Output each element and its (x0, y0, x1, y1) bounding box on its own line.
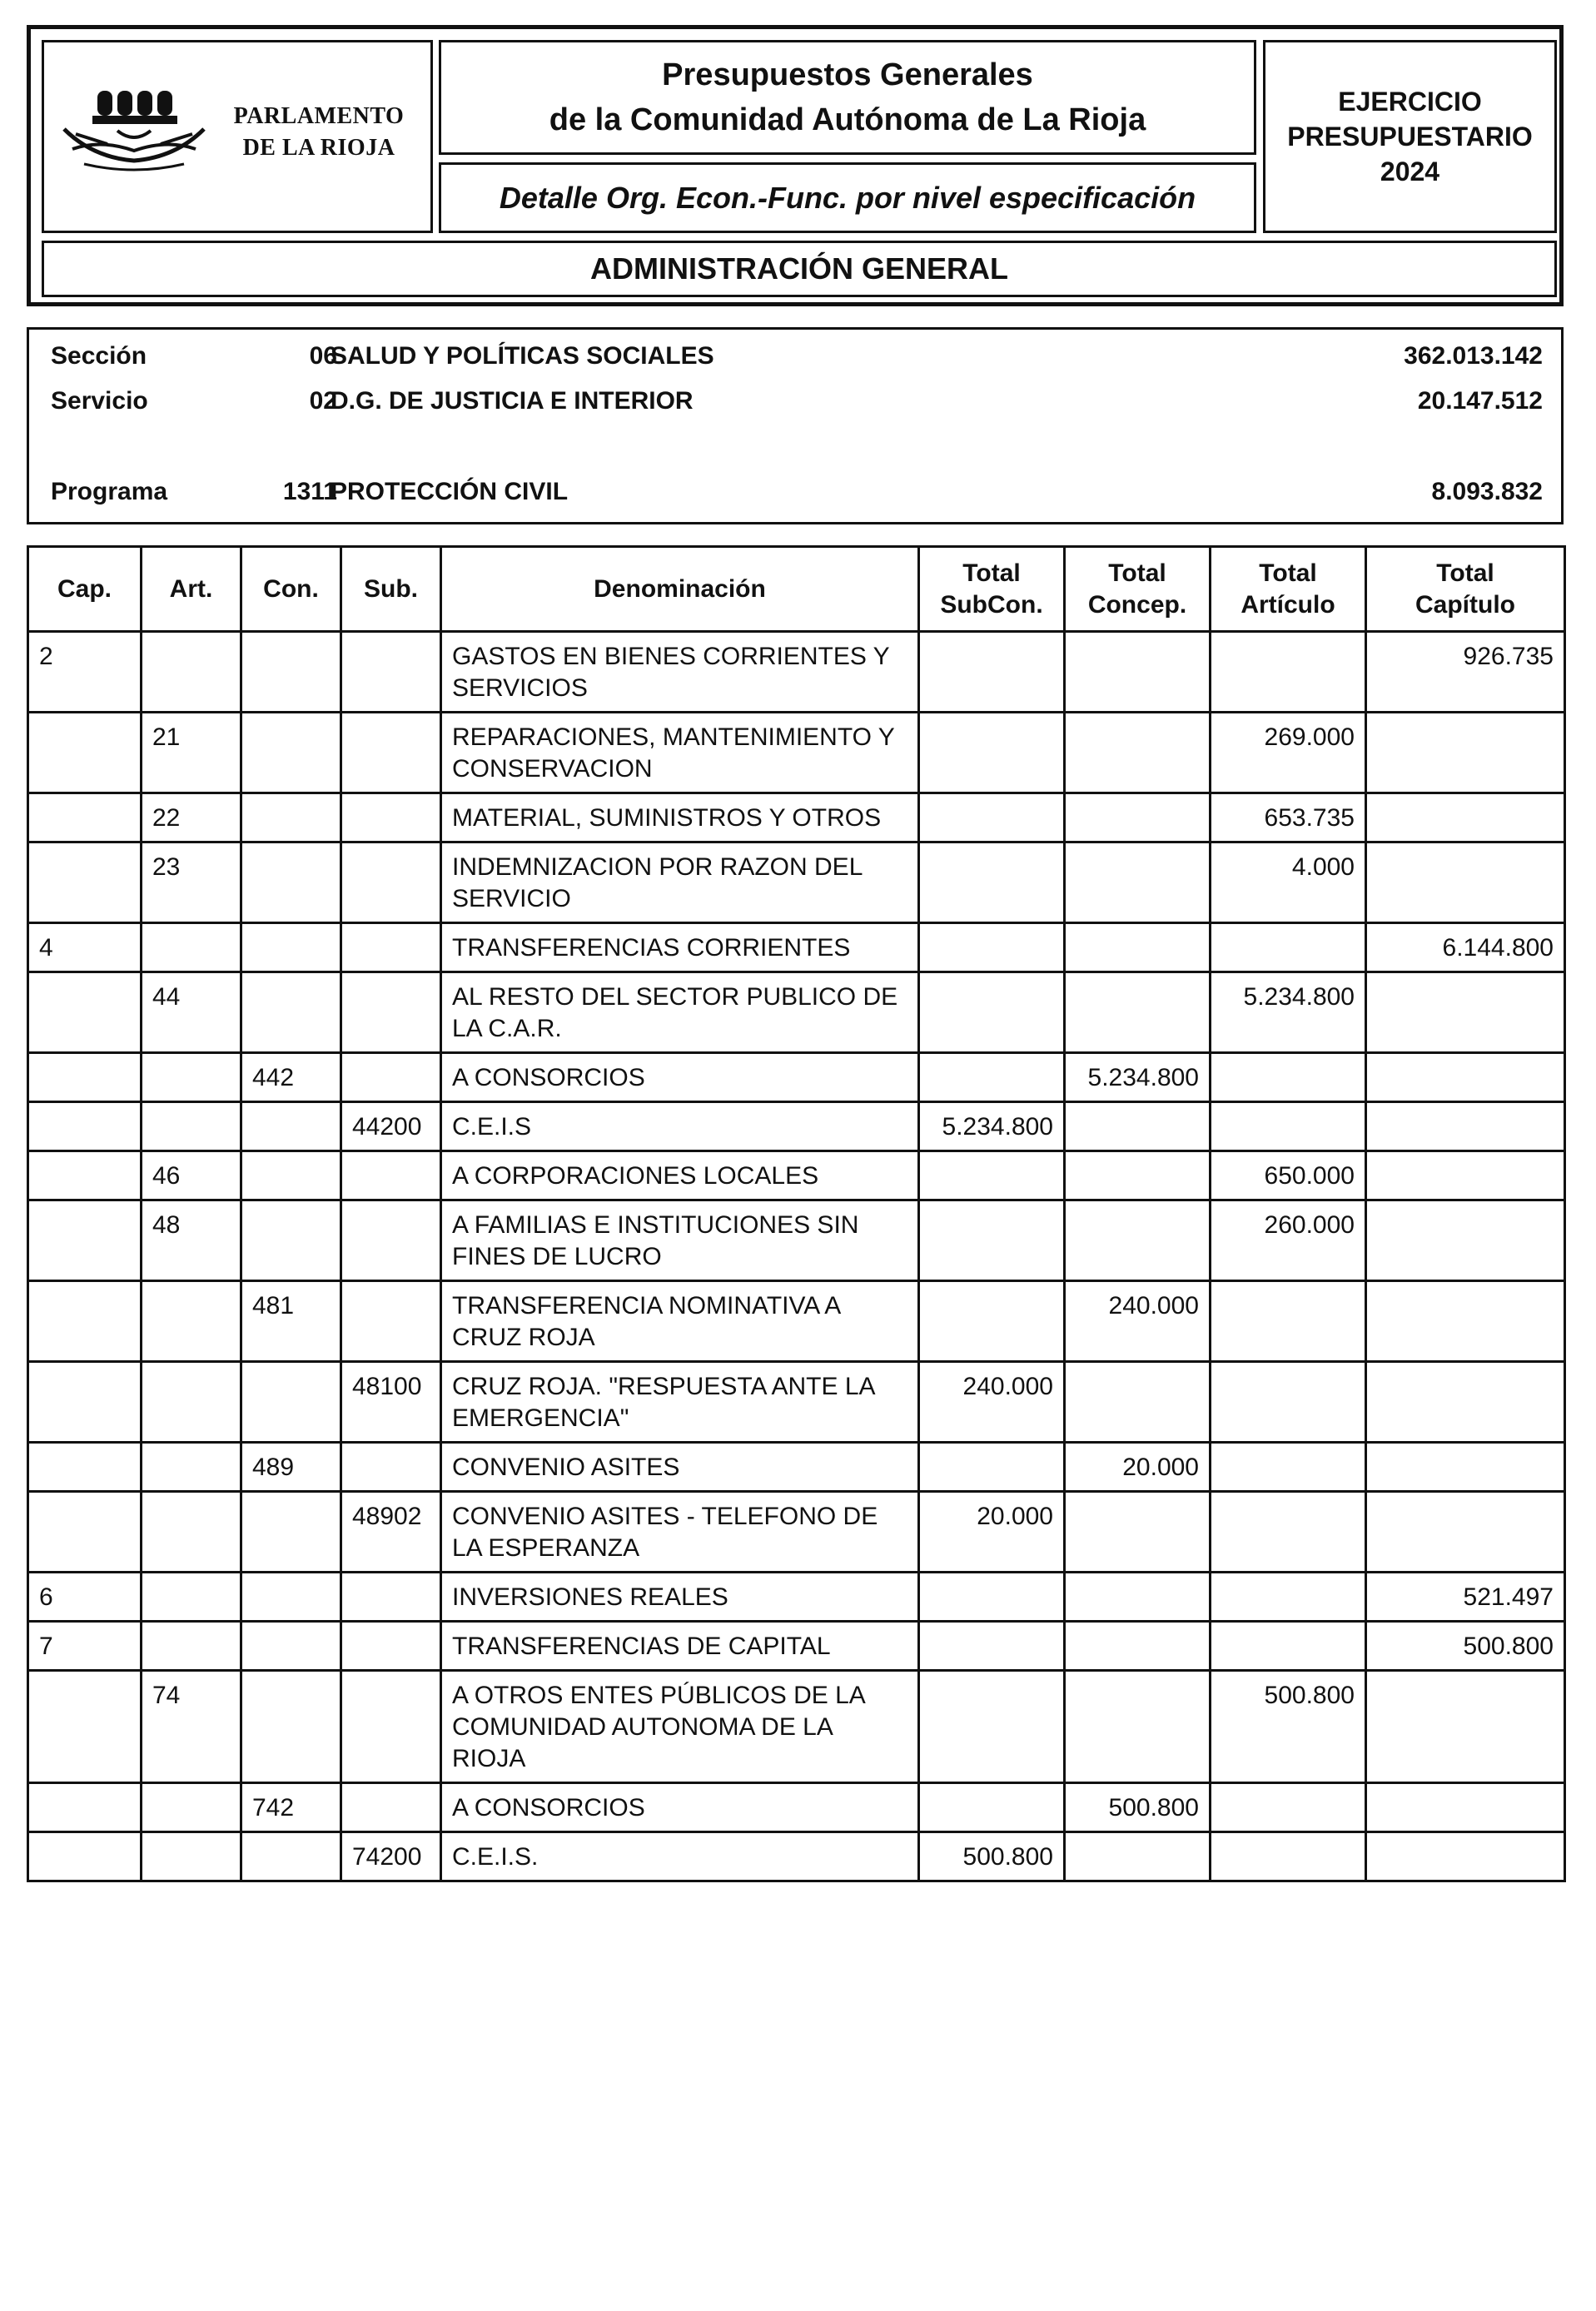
cell-total-articulo: 5.234.800 (1211, 972, 1366, 1053)
cell-denominacion: TRANSFERENCIA NOMINATIVA A CRUZ ROJA (441, 1281, 919, 1362)
logo-line-1: PARLAMENTO (233, 103, 405, 129)
header-con: Con. (241, 547, 341, 632)
info-name: SALUD Y POLÍTICAS SOCIALES (331, 342, 714, 370)
cell-total-articulo (1211, 1102, 1366, 1151)
cell-con: 442 (241, 1053, 341, 1102)
cell-cap (28, 1362, 142, 1443)
cell-total-articulo (1211, 1783, 1366, 1832)
cell-sub: 44200 (341, 1102, 441, 1151)
cell-sub (341, 632, 441, 713)
cell-art: 21 (142, 713, 241, 793)
cell-total-concep (1065, 1151, 1211, 1200)
cell-total-capitulo (1366, 1281, 1565, 1362)
table-row (28, 1622, 1565, 1671)
cell-cap (28, 972, 142, 1053)
table-row (28, 923, 1565, 972)
cell-cap: 7 (28, 1622, 142, 1671)
cell-sub (341, 793, 441, 842)
budget-table (27, 545, 1566, 1882)
cell-sub (341, 1151, 441, 1200)
header-line: Concep. (1087, 590, 1187, 619)
cell-con (241, 842, 341, 923)
cell-total-subcon (919, 1281, 1065, 1362)
table-row (28, 1151, 1565, 1200)
cell-total-subcon (919, 713, 1065, 793)
cell-sub (341, 1783, 441, 1832)
cell-sub (341, 1622, 441, 1671)
cell-total-concep (1065, 1622, 1211, 1671)
cell-total-articulo (1211, 1281, 1366, 1362)
exercise-line-1: EJERCICIO (1338, 87, 1482, 117)
title-line-2: de la Comunidad Autónoma de La Rioja (549, 102, 1146, 137)
cell-total-capitulo: 926.735 (1366, 632, 1565, 713)
cell-cap (28, 713, 142, 793)
cell-total-articulo: 653.735 (1211, 793, 1366, 842)
cell-art (142, 1573, 241, 1622)
parliament-logo-icon (59, 77, 209, 177)
cell-art (142, 923, 241, 972)
cell-total-articulo: 269.000 (1211, 713, 1366, 793)
cell-total-subcon (919, 1053, 1065, 1102)
cell-sub (341, 1671, 441, 1783)
cell-cap (28, 1200, 142, 1281)
cell-total-subcon: 20.000 (919, 1492, 1065, 1573)
cell-total-articulo (1211, 1622, 1366, 1671)
cell-total-subcon (919, 1671, 1065, 1783)
cell-total-articulo (1211, 1573, 1366, 1622)
cell-total-capitulo (1366, 1362, 1565, 1443)
cell-total-capitulo (1366, 1200, 1565, 1281)
cell-art: 74 (142, 1671, 241, 1783)
title-line-1: Presupuestos Generales (662, 57, 1033, 92)
header-line: Capítulo (1415, 590, 1515, 619)
table-header-row (28, 547, 1565, 632)
cell-total-capitulo (1366, 1832, 1565, 1881)
header-total-concep (1065, 547, 1211, 632)
cell-total-subcon (919, 842, 1065, 923)
logo-line-2: DE LA RIOJA (242, 135, 395, 161)
cell-sub (341, 1443, 441, 1492)
cell-total-articulo (1211, 1443, 1366, 1492)
cell-denominacion: AL RESTO DEL SECTOR PUBLICO DE LA C.A.R. (441, 972, 919, 1053)
cell-sub (341, 1053, 441, 1102)
cell-con: 742 (241, 1783, 341, 1832)
cell-denominacion: INDEMNIZACION POR RAZON DEL SERVICIO (441, 842, 919, 923)
cell-denominacion: TRANSFERENCIAS DE CAPITAL (441, 1622, 919, 1671)
cell-denominacion: MATERIAL, SUMINISTROS Y OTROS (441, 793, 919, 842)
info-label: Sección (51, 342, 147, 370)
cell-total-concep (1065, 972, 1211, 1053)
table-row (28, 1671, 1565, 1783)
cell-total-subcon (919, 972, 1065, 1053)
cell-con (241, 1832, 341, 1881)
cell-total-subcon: 5.234.800 (919, 1102, 1065, 1151)
cell-art (142, 1622, 241, 1671)
table-row (28, 632, 1565, 713)
exercise-year: 2024 (1380, 157, 1440, 186)
header-cap: Cap. (28, 547, 142, 632)
cell-sub: 74200 (341, 1832, 441, 1881)
cell-total-articulo (1211, 632, 1366, 713)
cell-total-capitulo: 500.800 (1366, 1622, 1565, 1671)
cell-denominacion: CONVENIO ASITES - TELEFONO DE LA ESPERANZA (441, 1492, 919, 1573)
cell-total-concep (1065, 713, 1211, 793)
table-row (28, 793, 1565, 842)
cell-art (142, 632, 241, 713)
cell-con (241, 1622, 341, 1671)
header-line: Total (1108, 559, 1166, 587)
cell-total-subcon (919, 1573, 1065, 1622)
header-total-capitulo (1366, 547, 1565, 632)
cell-denominacion: INVERSIONES REALES (441, 1573, 919, 1622)
table-row (28, 1053, 1565, 1102)
table-row (28, 1200, 1565, 1281)
cell-cap (28, 1492, 142, 1573)
program-info (27, 327, 1564, 524)
info-name: D.G. DE JUSTICIA E INTERIOR (331, 387, 694, 415)
cell-denominacion: C.E.I.S. (441, 1832, 919, 1881)
cell-total-capitulo (1366, 842, 1565, 923)
table-row (28, 972, 1565, 1053)
cell-total-concep (1065, 1362, 1211, 1443)
cell-total-articulo: 500.800 (1211, 1671, 1366, 1783)
cell-total-concep (1065, 923, 1211, 972)
cell-art (142, 1053, 241, 1102)
exercise-line-2: PRESUPUESTARIO (1287, 122, 1533, 152)
cell-denominacion: CRUZ ROJA. "RESPUESTA ANTE LA EMERGENCIA" (441, 1362, 919, 1443)
cell-cap (28, 1671, 142, 1783)
cell-art (142, 1832, 241, 1881)
cell-total-subcon (919, 1783, 1065, 1832)
cell-total-capitulo: 521.497 (1366, 1573, 1565, 1622)
cell-cap (28, 1443, 142, 1492)
header-denominacion: Denominación (441, 547, 919, 632)
table-row (28, 1443, 1565, 1492)
cell-total-capitulo (1366, 972, 1565, 1053)
cell-art: 44 (142, 972, 241, 1053)
header-line: Artículo (1241, 590, 1335, 619)
cell-sub: 48902 (341, 1492, 441, 1573)
cell-denominacion: A CONSORCIOS (441, 1053, 919, 1102)
cell-total-capitulo (1366, 1053, 1565, 1102)
cell-denominacion: TRANSFERENCIAS CORRIENTES (441, 923, 919, 972)
cell-denominacion: A CONSORCIOS (441, 1783, 919, 1832)
header-sub: Sub. (341, 547, 441, 632)
cell-con (241, 972, 341, 1053)
cell-con: 489 (241, 1443, 341, 1492)
cell-total-capitulo (1366, 1671, 1565, 1783)
cell-sub: 48100 (341, 1362, 441, 1443)
cell-total-articulo: 4.000 (1211, 842, 1366, 923)
header-line: Total (1259, 559, 1317, 587)
cell-total-capitulo (1366, 793, 1565, 842)
cell-con (241, 713, 341, 793)
cell-total-capitulo (1366, 1443, 1565, 1492)
cell-total-articulo (1211, 1492, 1366, 1573)
info-code: 06 (309, 342, 337, 370)
cell-denominacion: A OTROS ENTES PÚBLICOS DE LA COMUNIDAD AUTONOMA DE LA RIOJA (441, 1671, 919, 1783)
administration-title: ADMINISTRACIÓN GENERAL (42, 241, 1557, 297)
cell-sub (341, 972, 441, 1053)
cell-total-concep: 500.800 (1065, 1783, 1211, 1832)
document-subtitle: Detalle Org. Econ.-Func. por nivel especificación (439, 162, 1256, 233)
header-total-articulo (1211, 547, 1366, 632)
info-code: 1311 (282, 478, 337, 505)
cell-total-subcon (919, 1622, 1065, 1671)
cell-cap (28, 1783, 142, 1832)
cell-total-concep: 20.000 (1065, 1443, 1211, 1492)
document-header (27, 25, 1564, 306)
cell-con (241, 1492, 341, 1573)
cell-art: 23 (142, 842, 241, 923)
cell-con (241, 1102, 341, 1151)
cell-con (241, 793, 341, 842)
table-row (28, 1281, 1565, 1362)
info-code: 02 (309, 387, 337, 415)
cell-total-articulo: 260.000 (1211, 1200, 1366, 1281)
table-row (28, 1573, 1565, 1622)
cell-total-capitulo: 6.144.800 (1366, 923, 1565, 972)
info-amount: 8.093.832 (1431, 478, 1543, 505)
cell-total-concep (1065, 842, 1211, 923)
cell-total-capitulo (1366, 713, 1565, 793)
cell-denominacion: A CORPORACIONES LOCALES (441, 1151, 919, 1200)
cell-con (241, 1362, 341, 1443)
header-line: SubCon. (940, 590, 1043, 619)
cell-con: 481 (241, 1281, 341, 1362)
cell-art (142, 1443, 241, 1492)
cell-total-articulo (1211, 923, 1366, 972)
info-row-seccion (29, 340, 1561, 373)
cell-sub (341, 713, 441, 793)
table-row (28, 1362, 1565, 1443)
cell-sub (341, 1573, 441, 1622)
cell-denominacion: REPARACIONES, MANTENIMIENTO Y CONSERVACION (441, 713, 919, 793)
table-row (28, 842, 1565, 923)
cell-denominacion: CONVENIO ASITES (441, 1443, 919, 1492)
cell-con (241, 1200, 341, 1281)
cell-con (241, 923, 341, 972)
cell-art: 46 (142, 1151, 241, 1200)
cell-sub (341, 923, 441, 972)
info-amount: 362.013.142 (1404, 342, 1543, 370)
cell-cap (28, 1832, 142, 1881)
cell-total-articulo (1211, 1832, 1366, 1881)
cell-cap (28, 1053, 142, 1102)
info-name: PROTECCIÓN CIVIL (331, 478, 569, 505)
cell-total-concep: 240.000 (1065, 1281, 1211, 1362)
cell-cap: 2 (28, 632, 142, 713)
cell-total-subcon: 500.800 (919, 1832, 1065, 1881)
cell-sub (341, 1200, 441, 1281)
table-row (28, 1102, 1565, 1151)
cell-sub (341, 842, 441, 923)
cell-total-concep (1065, 793, 1211, 842)
cell-cap: 4 (28, 923, 142, 972)
cell-total-concep (1065, 1102, 1211, 1151)
cell-total-articulo (1211, 1053, 1366, 1102)
header-line: Total (1436, 559, 1494, 587)
cell-art (142, 1783, 241, 1832)
cell-art (142, 1362, 241, 1443)
cell-total-capitulo (1366, 1151, 1565, 1200)
cell-con (241, 1671, 341, 1783)
cell-total-subcon (919, 793, 1065, 842)
cell-denominacion: C.E.I.S (441, 1102, 919, 1151)
cell-art (142, 1102, 241, 1151)
cell-cap (28, 793, 142, 842)
cell-total-concep: 5.234.800 (1065, 1053, 1211, 1102)
table-row (28, 1492, 1565, 1573)
cell-con (241, 632, 341, 713)
info-row-programa (29, 475, 1561, 509)
budget-exercise (1263, 40, 1557, 233)
cell-art: 22 (142, 793, 241, 842)
cell-total-subcon (919, 632, 1065, 713)
cell-total-subcon (919, 1443, 1065, 1492)
cell-total-concep (1065, 1492, 1211, 1573)
cell-cap: 6 (28, 1573, 142, 1622)
cell-total-concep (1065, 1832, 1211, 1881)
logo-text (215, 101, 423, 164)
cell-total-capitulo (1366, 1492, 1565, 1573)
header-art: Art. (142, 547, 241, 632)
cell-art: 48 (142, 1200, 241, 1281)
header-line: Total (962, 559, 1021, 587)
cell-con (241, 1573, 341, 1622)
info-row-servicio (29, 385, 1561, 418)
header-total-subcon (919, 547, 1065, 632)
info-label: Servicio (51, 387, 148, 415)
cell-sub (341, 1281, 441, 1362)
table-row (28, 1783, 1565, 1832)
cell-total-concep (1065, 1671, 1211, 1783)
table-row (28, 713, 1565, 793)
cell-con (241, 1151, 341, 1200)
table-row (28, 1832, 1565, 1881)
cell-art (142, 1492, 241, 1573)
logo-box (42, 40, 433, 233)
cell-total-subcon (919, 923, 1065, 972)
cell-cap (28, 1281, 142, 1362)
cell-denominacion: A FAMILIAS E INSTITUCIONES SIN FINES DE LUCRO (441, 1200, 919, 1281)
cell-total-concep (1065, 632, 1211, 713)
cell-denominacion: GASTOS EN BIENES CORRIENTES Y SERVICIOS (441, 632, 919, 713)
cell-cap (28, 1151, 142, 1200)
cell-total-subcon (919, 1200, 1065, 1281)
cell-total-capitulo (1366, 1102, 1565, 1151)
cell-cap (28, 1102, 142, 1151)
cell-total-capitulo (1366, 1783, 1565, 1832)
cell-total-concep (1065, 1573, 1211, 1622)
cell-art (142, 1281, 241, 1362)
cell-cap (28, 842, 142, 923)
cell-total-articulo (1211, 1362, 1366, 1443)
cell-total-articulo: 650.000 (1211, 1151, 1366, 1200)
cell-total-subcon (919, 1151, 1065, 1200)
info-label: Programa (51, 478, 168, 505)
cell-total-subcon: 240.000 (919, 1362, 1065, 1443)
cell-total-concep (1065, 1200, 1211, 1281)
info-amount: 20.147.512 (1417, 387, 1543, 415)
document-title (439, 40, 1256, 155)
